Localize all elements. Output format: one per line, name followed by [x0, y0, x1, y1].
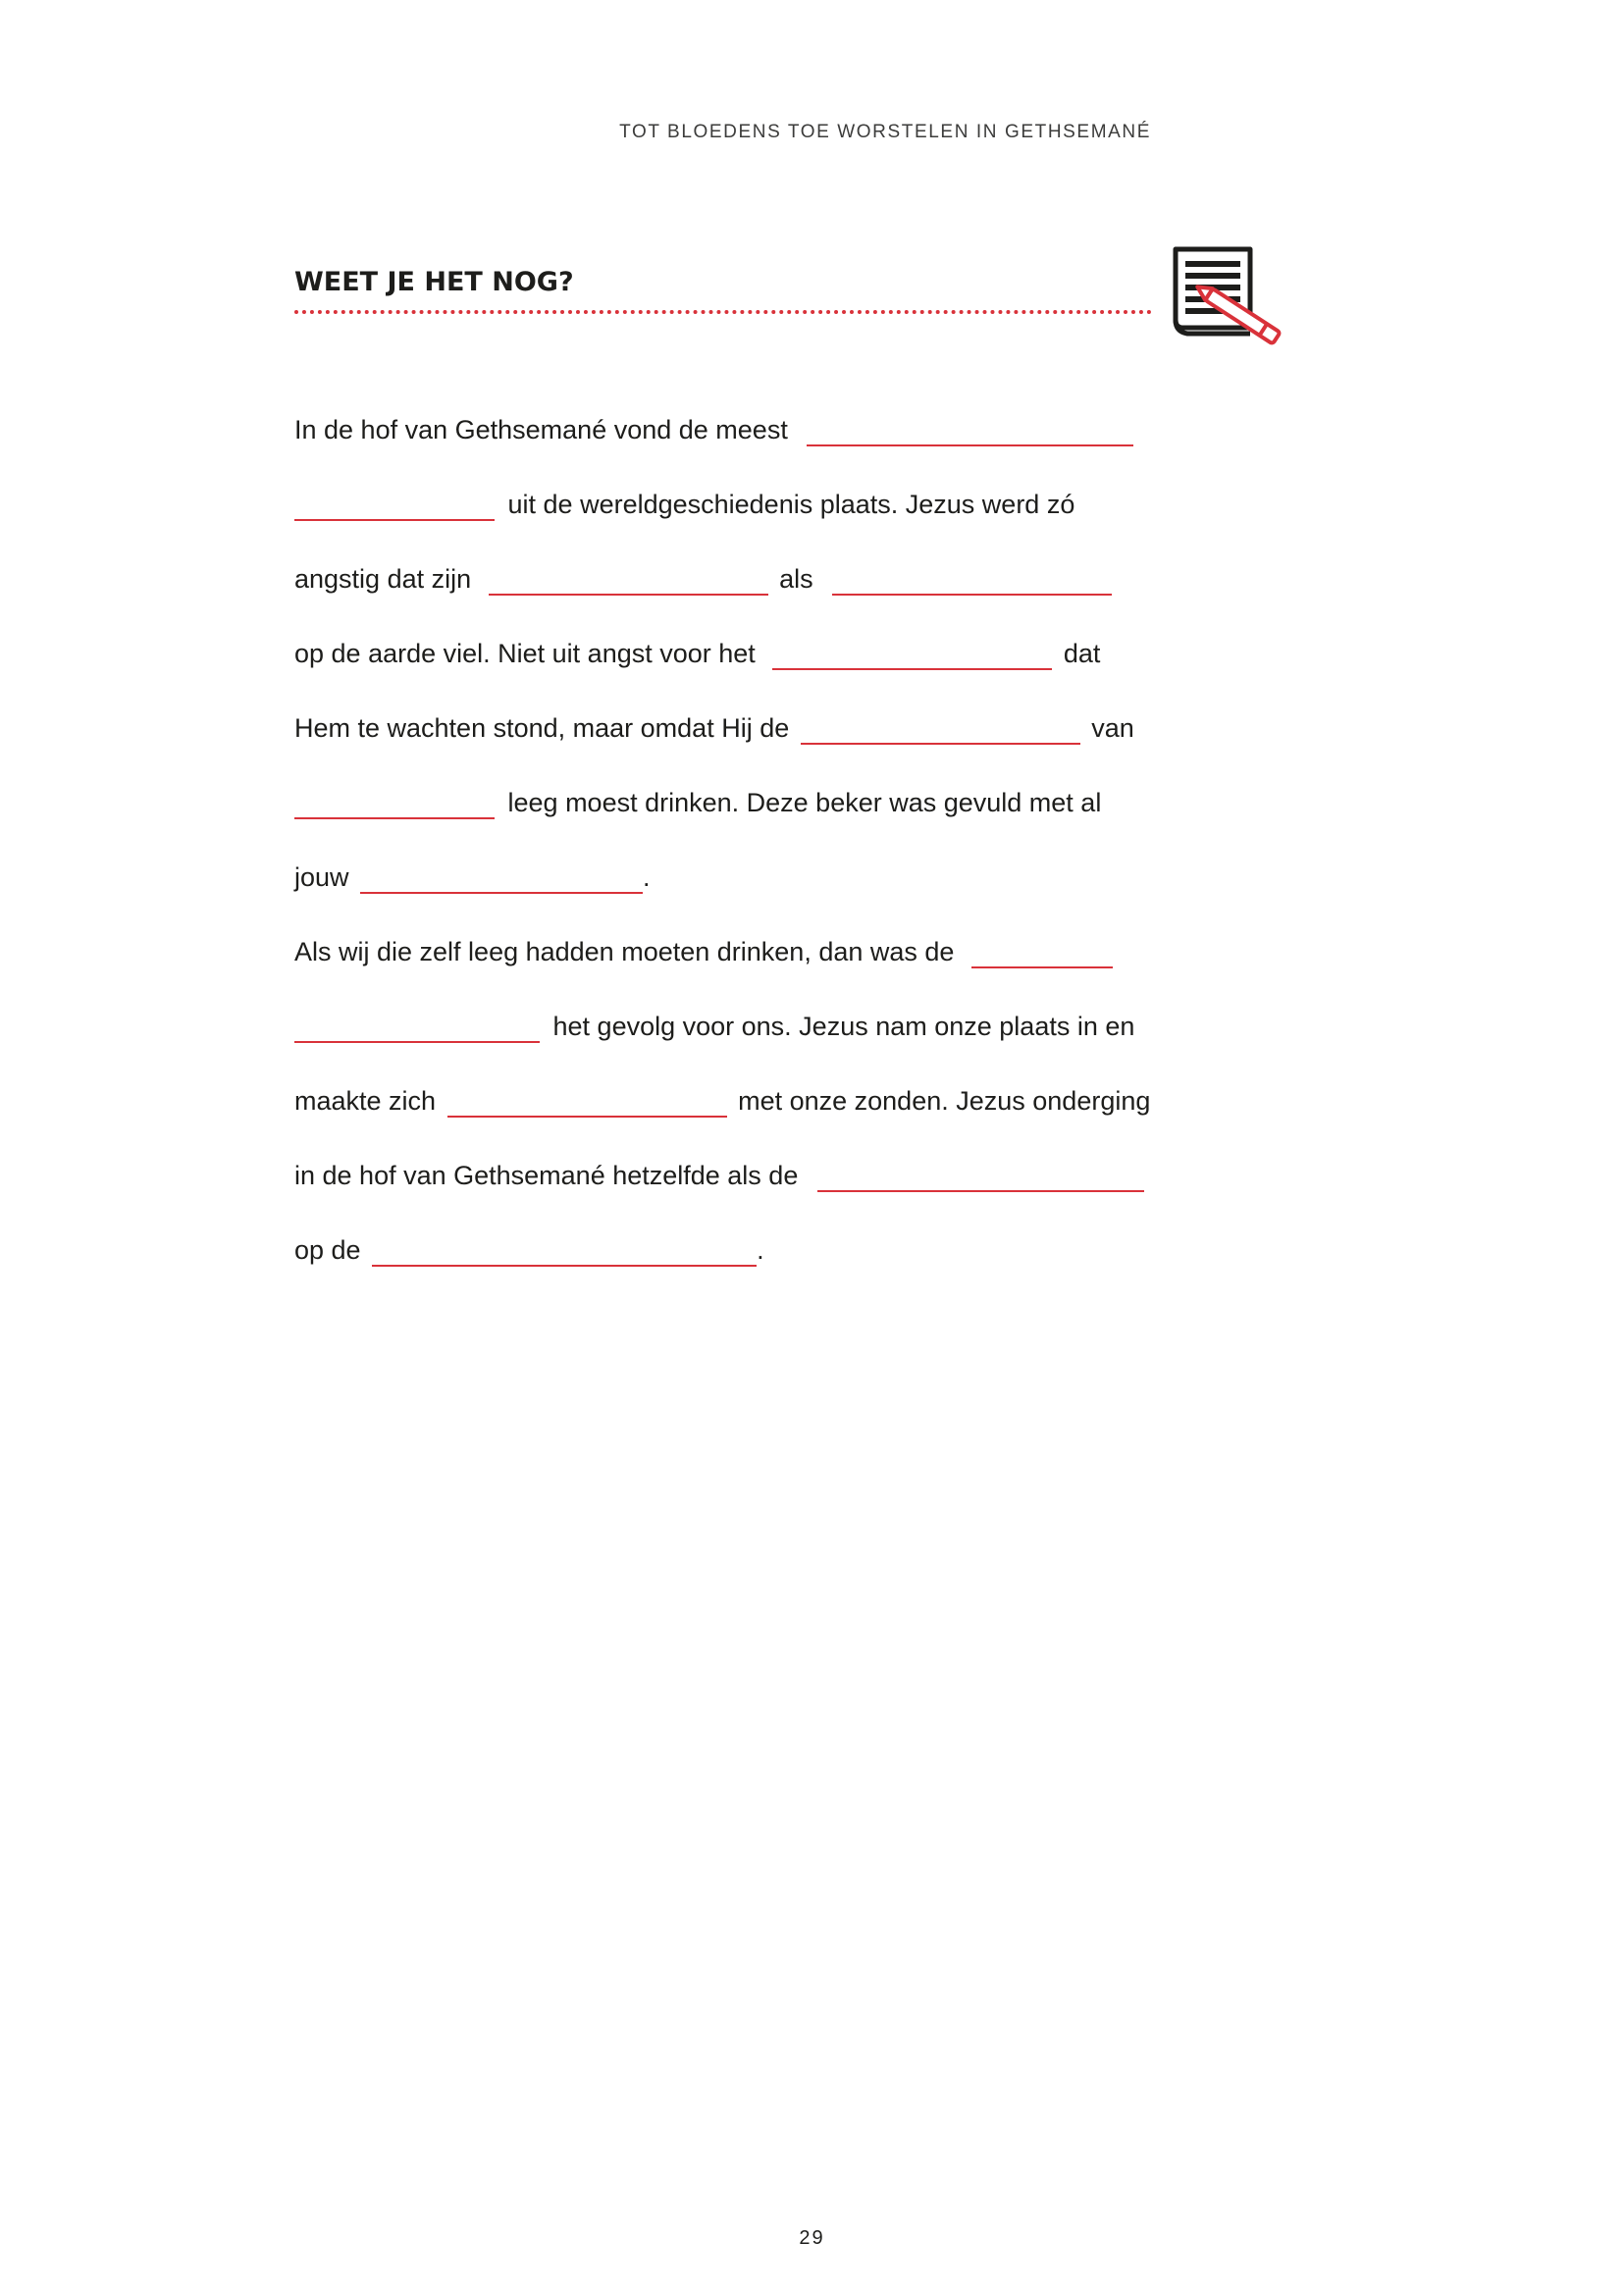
answer-blank[interactable] [801, 723, 1080, 745]
text-fragment: In de hof van Gethsemané vond de meest [294, 415, 788, 444]
answer-blank[interactable] [772, 649, 1052, 670]
text-fragment: angstig dat zijn [294, 564, 472, 594]
text-fragment: Als wij die zelf leeg hadden moeten drinken, dan was de [294, 937, 955, 966]
answer-blank[interactable] [971, 947, 1113, 968]
text-fragment: leeg moest drinken. Deze beker was gevuld met al [507, 788, 1102, 817]
text-line [294, 616, 1178, 691]
answer-blank[interactable] [817, 1171, 1144, 1192]
answer-blank[interactable] [447, 1096, 727, 1118]
text-fragment: op de [294, 1235, 361, 1265]
text-fragment: op de aarde viel. Niet uit angst voor het [294, 639, 756, 668]
text-fragment: . [643, 862, 651, 892]
text-fragment: met onze zonden. Jezus onderging [738, 1086, 1151, 1116]
fill-in-text [294, 392, 1178, 1287]
text-line [294, 840, 1178, 914]
answer-blank[interactable] [807, 425, 1133, 446]
text-line [294, 914, 1178, 989]
text-fragment: uit de wereldgeschiedenis plaats. Jezus werd zó [507, 490, 1075, 519]
text-line [294, 467, 1178, 542]
text-fragment: het gevolg voor ons. Jezus nam onze plaats in en [552, 1012, 1135, 1041]
answer-blank[interactable] [832, 574, 1112, 596]
text-fragment: in de hof van Gethsemané hetzelfde als de [294, 1161, 799, 1190]
answer-blank[interactable] [294, 499, 495, 521]
section-title: WEET JE HET NOG? [294, 267, 574, 297]
dotted-divider [294, 310, 1152, 314]
text-line [294, 765, 1178, 840]
text-fragment: Hem te wachten stond, maar omdat Hij de [294, 713, 790, 743]
text-fragment: als [779, 564, 813, 594]
text-fragment: . [757, 1235, 764, 1265]
text-fragment: van [1091, 713, 1134, 743]
answer-blank[interactable] [360, 872, 643, 894]
text-fragment: jouw [294, 862, 349, 892]
running-header: TOT BLOEDENS TOE WORSTELEN IN GETHSEMANÉ [619, 122, 1151, 142]
text-line [294, 1064, 1178, 1138]
answer-blank[interactable] [294, 798, 495, 819]
answer-blank[interactable] [372, 1245, 757, 1267]
text-line [294, 1213, 1178, 1287]
text-fragment: maakte zich [294, 1086, 437, 1116]
answer-blank[interactable] [489, 574, 768, 596]
answer-blank[interactable] [294, 1021, 540, 1043]
text-line [294, 691, 1178, 765]
text-line [294, 1138, 1178, 1213]
text-line [294, 392, 1178, 467]
text-fragment: dat [1063, 639, 1101, 668]
text-line [294, 542, 1178, 616]
page-number: 29 [799, 2227, 825, 2249]
worksheet-pencil-icon [1168, 243, 1295, 351]
text-line [294, 989, 1178, 1064]
